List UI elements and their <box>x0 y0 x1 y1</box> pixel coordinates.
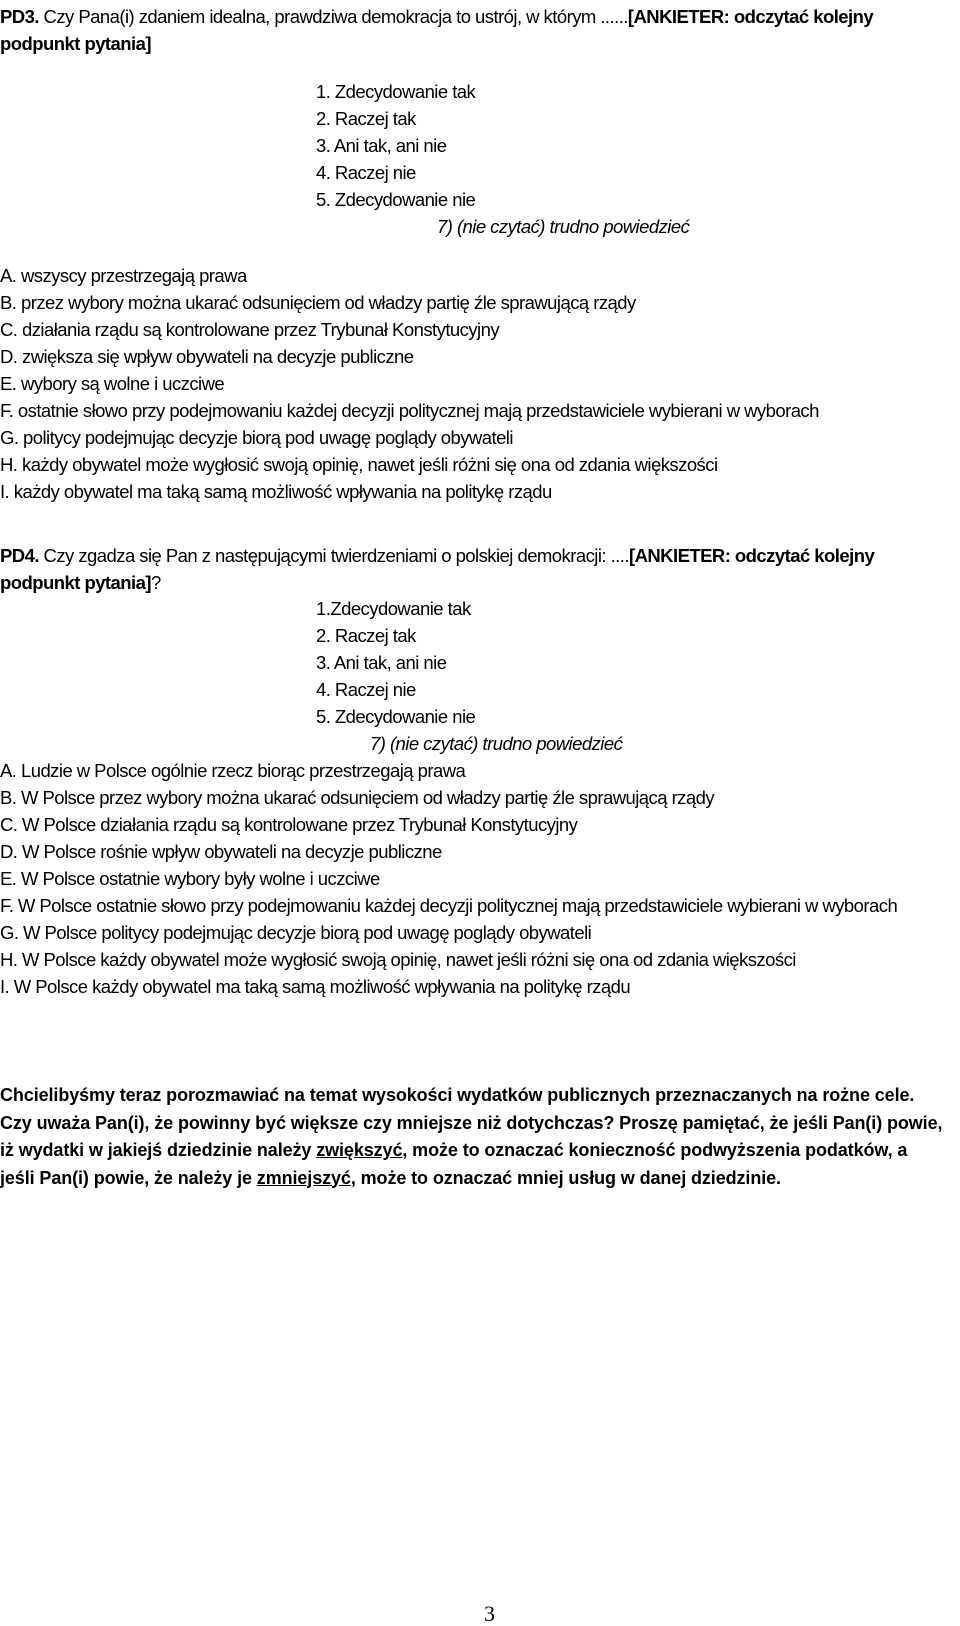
spending-intro-paragraph <box>0 1082 945 1192</box>
intro-text-1: Chcielibyśmy teraz porozmawiać na temat wysokości wydatków publicznych przeznaczanych na rożne cele. Czy uważa Pan(i), że powinny być większe czy mniejsze niż dotychczas? Proszę pamiętać, że jeśli Pan(i) powie, iż wydatki w jakiejś dziedzinie należy <box>0 1085 943 1160</box>
pd3-instruction: [ANKIETER: odczytać kolejny podpunkt pytania] <box>0 6 874 54</box>
pd4-code: PD4. <box>0 545 39 566</box>
pd3-option-5: 5. Zdecydowanie nie <box>316 189 476 210</box>
pd3-item-list <box>0 262 935 505</box>
pd4-item-list <box>0 757 935 1000</box>
pd4-question-end: ? <box>150 572 161 593</box>
pd3-option-4: 4. Raczej nie <box>316 162 416 183</box>
pd3-item-f: F. ostatnie słowo przy podejmowaniu każdej decyzji politycznej mają przedstawiciele wybierani w wyborach <box>0 400 819 421</box>
pd4-item-d: D. W Polsce rośnie wpływ obywateli na decyzje publiczne <box>0 841 442 862</box>
pd4-question-text: Czy zgadza się Pan z następującymi twierdzeniami o polskiej demokracji: .... <box>38 545 629 566</box>
pd3-item-h: H. każdy obywatel może wygłosić swoją opinię, nawet jeśli różni się ona od zdania większości <box>0 454 718 475</box>
pd3-option-3: 3. Ani tak, ani nie <box>316 135 447 156</box>
pd3-item-c: C. działania rządu są kontrolowane przez Trybunał Konstytucyjny <box>0 319 500 340</box>
pd3-question-text: Czy Pana(i) zdaniem idealna, prawdziwa demokracja to ustrój, w którym ...... <box>38 6 628 27</box>
pd4-option-5: 5. Zdecydowanie nie <box>316 706 476 727</box>
pd4-answer-options <box>316 595 475 730</box>
pd4-item-e: E. W Polsce ostatnie wybory były wolne i uczciwe <box>0 868 380 889</box>
pd4-option-note: 7) (nie czytać) trudno powiedzieć <box>370 733 623 754</box>
pd4-question <box>0 542 935 596</box>
pd3-code: PD3. <box>0 6 39 27</box>
pd4-instruction: [ANKIETER: odczytać kolejny podpunkt pytania] <box>0 545 875 593</box>
intro-emphasis-decrease: zmniejszyć <box>256 1167 351 1188</box>
pd4-item-b: B. W Polsce przez wybory można ukarać odsunięciem od władzy partię źle sprawującą rządy <box>0 787 715 808</box>
pd3-item-i: I. każdy obywatel ma taką samą możliwość wpływania na politykę rządu <box>0 481 552 502</box>
pd4-item-c: C. W Polsce działania rządu są kontrolowane przez Trybunał Konstytucyjny <box>0 814 578 835</box>
intro-emphasis-increase: zwiększyć <box>316 1140 403 1160</box>
pd4-option-1: 1.Zdecydowanie tak <box>316 598 471 619</box>
pd4-option-3: 3. Ani tak, ani nie <box>316 652 447 673</box>
pd3-item-a: A. wszyscy przestrzegają prawa <box>0 265 247 286</box>
pd4-item-i: I. W Polsce każdy obywatel ma taką samą możliwość wpływania na politykę rządu <box>0 976 631 997</box>
intro-text-3: , może to oznaczać mniej usług w danej dziedzinie. <box>350 1167 781 1188</box>
pd3-option-2: 2. Raczej tak <box>316 108 416 129</box>
pd3-question <box>0 3 935 57</box>
pd3-option-note: 7) (nie czytać) trudno powiedzieć <box>437 216 690 237</box>
pd4-option-4: 4. Raczej nie <box>316 679 416 700</box>
pd4-option-2: 2. Raczej tak <box>316 625 416 646</box>
pd4-item-h: H. W Polsce każdy obywatel może wygłosić swoją opinię, nawet jeśli różni się ona od zdania większości <box>0 949 796 970</box>
pd4-item-g: G. W Polsce politycy podejmując decyzje biorą pod uwagę poglądy obywateli <box>0 922 592 943</box>
pd3-option-1: 1. Zdecydowanie tak <box>316 81 476 102</box>
pd3-item-e: E. wybory są wolne i uczciwe <box>0 373 225 394</box>
pd4-item-a: A. Ludzie w Polsce ogólnie rzecz biorąc przestrzegają prawa <box>0 760 466 781</box>
pd4-item-f: F. W Polsce ostatnie słowo przy podejmowaniu każdej decyzji politycznej mają przedstawiciele wybierani w wyborach <box>0 895 898 916</box>
pd3-answer-options <box>316 78 475 213</box>
pd3-item-g: G. politycy podejmując decyzje biorą pod uwagę poglądy obywateli <box>0 427 513 448</box>
intro-text-2: , może to oznaczać konieczność podwyższenia podatków, a jeśli Pan(i) powie, że należy je <box>0 1140 908 1188</box>
pd3-item-b: B. przez wybory można ukarać odsunięciem od władzy partię źle sprawującą rządy <box>0 292 636 313</box>
page-number: 3 <box>484 1601 495 1626</box>
pd3-item-d: D. zwiększa się wpływ obywateli na decyzje publiczne <box>0 346 414 367</box>
